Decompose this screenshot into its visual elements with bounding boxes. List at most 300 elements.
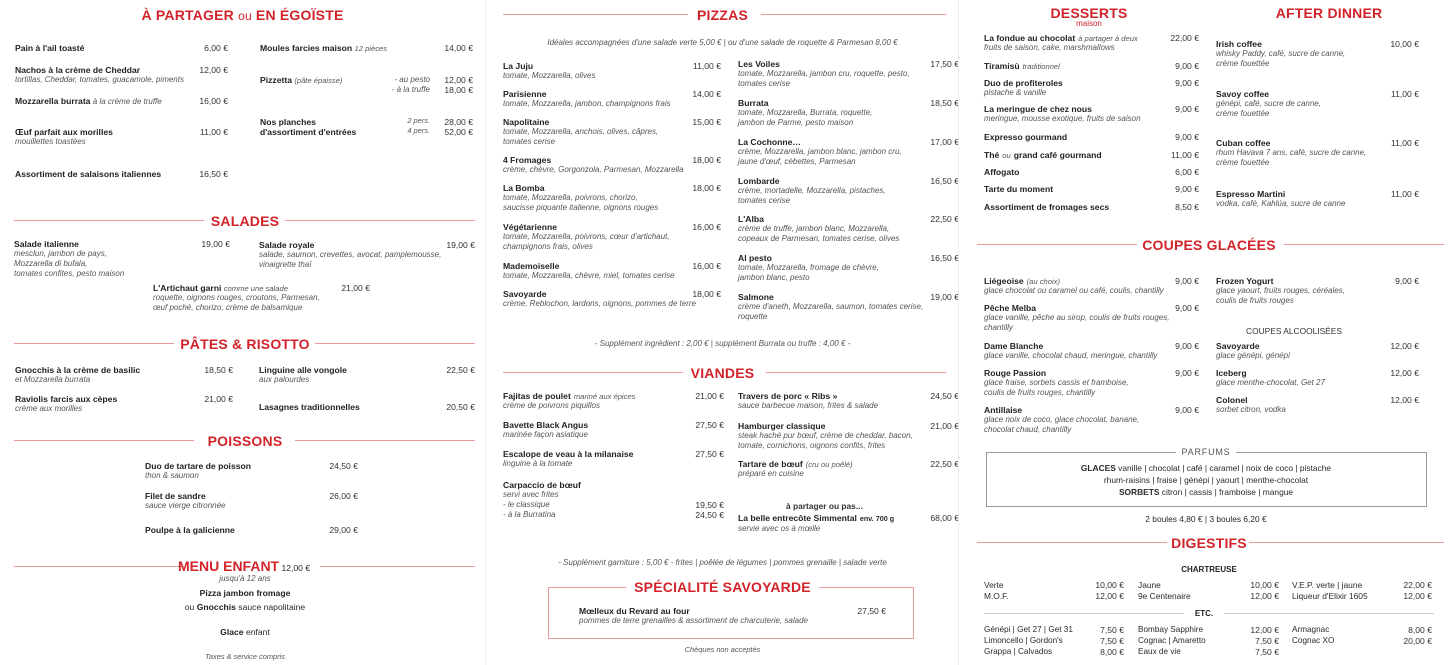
- menu-item: [1216, 368, 1325, 388]
- option: - à la truffe: [391, 85, 430, 94]
- item-name: Burrata: [738, 98, 769, 108]
- menu-item: Salade italienne mesclun, jambon de pays, Mozzarella di bufala, tomates confites, pesto maison: [14, 239, 125, 278]
- price: 18,00 €: [692, 183, 721, 193]
- item-desc: jambon de Parme, pesto maison: [738, 117, 854, 127]
- savoyarde-title: SPÉCIALITÉ SAVOYARDE: [486, 579, 959, 596]
- menu-item: [738, 214, 899, 244]
- price: 9,00 €: [1175, 368, 1199, 378]
- price: 12,00 €: [1403, 591, 1432, 601]
- price: 22,50 €: [930, 214, 959, 224]
- item-name-line: [984, 104, 1141, 114]
- price: 21,00 €: [695, 391, 724, 401]
- item-name-line: [984, 132, 1067, 142]
- price: 26,00 €: [329, 491, 358, 501]
- item-name: Savoy coffee: [1216, 89, 1270, 99]
- item-name: La fondue au chocolat: [984, 33, 1076, 43]
- price: 18,00 €: [692, 155, 721, 165]
- price: 6,00 €: [1175, 167, 1199, 177]
- digestif-name: Eaux de vie: [1138, 647, 1181, 656]
- item-desc: chantilly: [984, 322, 1013, 332]
- item-desc: roquette: [738, 311, 768, 321]
- menu-item: Duo de tartare de poisson thon & saumon: [145, 461, 252, 481]
- menu-item: [738, 459, 853, 479]
- item-name: Mademoiselle: [503, 261, 560, 271]
- price: 52,00 €: [444, 127, 473, 137]
- price: 18,50 €: [204, 365, 233, 375]
- option: - au pesto: [394, 75, 430, 84]
- item-name: Les Voiles: [738, 59, 780, 69]
- item-name: La Bomba: [503, 183, 545, 193]
- pizzas-title: PIZZAS: [697, 7, 748, 23]
- item-desc: rhum Havava 7 ans, café, sucre de canne,: [1216, 148, 1367, 158]
- item-desc: préparé en cuisine: [738, 469, 804, 479]
- parfums-glaces2: rhum-raisins | fraise | génépi | yaourt | menthe-chocolat: [1103, 475, 1309, 485]
- menu-item: [1216, 138, 1366, 168]
- enfant-line3: Glace enfant: [220, 627, 270, 637]
- item-name: Expresso gourmand: [984, 132, 1068, 142]
- item-name-line: [1216, 39, 1345, 49]
- menu-item: [738, 137, 902, 167]
- price: 7,50 €: [1100, 636, 1124, 646]
- item-desc: servie avec os à mœlle: [738, 523, 821, 533]
- menu-item: [503, 391, 635, 411]
- price: 9,00 €: [1175, 132, 1199, 142]
- price: 17,50 €: [930, 59, 959, 69]
- menu-item: [984, 132, 1067, 142]
- menu-item: [1216, 89, 1321, 119]
- price: 18,50 €: [930, 98, 959, 108]
- menu-item: [984, 405, 1139, 435]
- item-desc: coulis de fruits rouges, chantilly: [984, 387, 1096, 397]
- price: 19,00 €: [930, 292, 959, 302]
- menu-item: [503, 61, 595, 81]
- partager-note: à partager ou pas...: [786, 501, 863, 511]
- item-desc: tomate, cornichons, oignons confits, frites: [738, 440, 886, 450]
- item-desc: tomate, Mozzarella, olives: [503, 71, 596, 81]
- item-desc: servi avec frites: [503, 490, 559, 500]
- price: 7,50 €: [1100, 625, 1124, 635]
- menu-item: Moules farcies maison 12 pièces: [260, 43, 388, 53]
- menu-item: [503, 449, 633, 469]
- price: 11,00 €: [1170, 150, 1199, 160]
- pizzas-supplement: - Supplément ingrédient : 2,00 € | supplément Burrata ou truffe : 4,00 € -: [594, 339, 851, 348]
- item-desc: tomate, Mozzarella, poivrons, chorizo,: [503, 193, 638, 203]
- price: 6,00 €: [204, 43, 228, 53]
- price: 11,00 €: [1390, 189, 1419, 199]
- item-desc: - le classique: [503, 499, 550, 509]
- item-name: Liégeoise: [984, 276, 1024, 286]
- item-name: Napolitaine: [503, 117, 550, 127]
- menu-item: [1216, 189, 1345, 209]
- item-name-line: [984, 78, 1063, 88]
- item-name: Duo de profiteroles: [984, 78, 1063, 88]
- item-name: Espresso Martini: [1216, 189, 1286, 199]
- menu-item: Pain à l'ail toasté: [15, 43, 85, 53]
- price: 12,00 €: [1095, 591, 1124, 601]
- price: 21,00 €: [204, 394, 233, 404]
- price: 12,00 €: [1390, 341, 1419, 351]
- item-name-line: [1216, 276, 1345, 286]
- item-desc: marinée façon asiatique: [503, 430, 588, 440]
- item-desc: glace génépi, génépi: [1216, 351, 1290, 361]
- item-name: Fajitas de poulet: [503, 391, 571, 401]
- item-name: Tiramisù: [984, 61, 1020, 71]
- column-desserts: [958, 0, 1450, 665]
- item-desc: whisky Paddy, café, sucre de canne,: [1216, 49, 1346, 59]
- price: 16,50 €: [930, 176, 959, 186]
- divider: [14, 566, 184, 567]
- price: 9,00 €: [1175, 184, 1199, 194]
- item-desc: jambon blanc, pesto: [738, 272, 810, 282]
- menu-item: Filet de sandre sauce vierge citronnée: [145, 491, 226, 511]
- price: 14,00 €: [444, 43, 473, 53]
- menu-item: [1216, 395, 1286, 415]
- item-name-line: [503, 391, 635, 401]
- price: 12,00 €: [1390, 368, 1419, 378]
- menu-item: [738, 176, 886, 206]
- column-pizzas-viandes: [485, 0, 958, 665]
- price: 24,50 €: [695, 510, 724, 520]
- digestif-name: 9e Centenaire: [1138, 591, 1191, 601]
- item-name-line: [738, 421, 913, 431]
- coupes-alcool-title: COUPES ALCOOLISÉES: [1246, 326, 1342, 336]
- item-weight: env. 700 g: [859, 514, 895, 523]
- item-name: Escalope de veau à la milanaise: [503, 449, 634, 459]
- item-note: à partager à deux: [1078, 34, 1138, 43]
- menu-item: [738, 98, 872, 128]
- item-desc: crème de poivrons piquillos: [503, 401, 600, 411]
- item-desc: crème, mortadelle, Mozzarella, pistaches,: [738, 186, 886, 196]
- item-desc: tomate, Mozzarella, fromage de chèvre,: [738, 263, 879, 273]
- item-name-line: [1216, 341, 1290, 351]
- price: 17,00 €: [930, 137, 959, 147]
- menu-item: [1216, 276, 1345, 306]
- item-name-line: [738, 137, 902, 147]
- price: 21,00 €: [341, 283, 370, 293]
- menu-item: [503, 420, 588, 440]
- item-desc: meringue, mousse exotique, fruits de saison: [984, 114, 1141, 124]
- item-desc: tomate, Mozzarella, chèvre, miel, tomates cerise: [503, 271, 675, 281]
- boules-price: 2 boules 4,80 € | 3 boules 6,20 €: [1145, 514, 1267, 524]
- item-desc: - à la Burratina: [503, 509, 556, 519]
- item-name: grand café gourmand: [1013, 150, 1102, 160]
- item-desc: glace fraise, sorbets cassis et framboise,: [984, 378, 1129, 388]
- enfant-age: jusqu'à 12 ans: [219, 574, 271, 583]
- item-name-line: [738, 59, 910, 69]
- item-name-line: [503, 420, 588, 430]
- digestif-name: Liqueur d'Elixir 1605: [1292, 591, 1368, 601]
- price: 14,00 €: [692, 89, 721, 99]
- item-name: La belle entrecôte Simmental: [738, 513, 857, 523]
- item-name: Savoyarde: [503, 289, 547, 299]
- price: 68,00 €: [930, 513, 959, 523]
- pates-title: PÂTES & RISOTTO: [180, 336, 310, 352]
- item-name-line: [984, 167, 1019, 177]
- item-note: ou: [1002, 151, 1011, 160]
- price: 12,00 €: [1250, 591, 1279, 601]
- enfant-line2: ou Gnocchis sauce napolitaine: [184, 602, 306, 612]
- menu-item: Mœlleux du Revard au four pommes de terre grenailles & assortiment de charcuterie, salade: [579, 606, 808, 626]
- item-name-line: [984, 33, 1138, 43]
- digestif-name: M.O.F.: [984, 591, 1009, 601]
- etc-title: ETC.: [1194, 609, 1214, 618]
- menu-item: [984, 202, 1109, 212]
- menu-item: Nachos à la crème de Cheddar tortillas, Cheddar, tomates, guacamole, piments: [15, 65, 184, 85]
- option: 2 pers.: [407, 116, 430, 125]
- price: 18,00 €: [444, 85, 473, 95]
- item-desc: crème, Mozzarella, jambon blanc, jambon cru,: [738, 147, 902, 157]
- item-name: Hamburger classique: [738, 421, 826, 431]
- price: 9,00 €: [1175, 341, 1199, 351]
- digestif-name: Armagnac: [1292, 625, 1330, 634]
- item-name: Tarte du moment: [984, 184, 1054, 194]
- item-name: La Cochonne…: [738, 137, 802, 147]
- item-name-line: [984, 368, 1129, 378]
- item-note: (cru ou poêlé): [805, 460, 853, 469]
- item-note: (au choix): [1026, 277, 1060, 286]
- digestif-name: Cognac | Amaretto: [1138, 636, 1206, 645]
- menu-item: L'Artichaut garni comme une salade roquette, oignons rouges, croutons, Parmesan, œuf poché, chorizo, crème de balsamique: [153, 283, 320, 312]
- menu-item: Œuf parfait aux morilles mouillettes toastées: [15, 127, 113, 147]
- price: 10,00 €: [1390, 39, 1419, 49]
- menu-item: Mozzarella burrata à la crème de truffe: [15, 96, 162, 106]
- price: 19,00 €: [201, 239, 230, 249]
- menu-item: [984, 150, 1102, 160]
- item-name: L'Alba: [738, 214, 764, 224]
- parfums-glaces: GLACES vanille | chocolat | café | caramel | noix de coco | pistache: [1080, 463, 1332, 473]
- menu-item: [738, 513, 894, 533]
- item-desc: crème d'aneth, Mozzarella, saumon, tomates cerise,: [738, 302, 924, 312]
- menu-item: [984, 368, 1129, 398]
- item-name: Travers de porc « Ribs »: [738, 391, 838, 401]
- digestif-name: Cognac XO: [1292, 636, 1335, 645]
- cheques-note: Chèques non acceptés: [684, 645, 761, 654]
- menu-item: Pizzetta (pâte épaisse): [260, 75, 343, 85]
- menu-item: [738, 391, 878, 411]
- item-name-line: [984, 405, 1139, 415]
- price: 9,00 €: [1175, 61, 1199, 71]
- item-desc: tomate, Mozzarella, jambon cru, roquette, pesto,: [738, 69, 910, 79]
- menu-item: Salade royale salade, saumon, crevettes, avocat, pamplemousse, vinaigrette thaï: [259, 240, 442, 269]
- price: 20,00 €: [1403, 636, 1432, 646]
- item-desc: tomates cerise: [738, 78, 791, 88]
- item-name-line: [503, 480, 581, 490]
- price: 22,00 €: [1170, 33, 1199, 43]
- item-name: Al pesto: [738, 253, 772, 263]
- price: 24,50 €: [930, 391, 959, 401]
- digestif-name: Grappa | Calvados: [984, 647, 1053, 656]
- item-name-line: [1216, 395, 1286, 405]
- item-desc: vodka, café, Kahlúa, sucre de canne: [1216, 199, 1346, 209]
- item-name: La Juju: [503, 61, 534, 71]
- item-desc: glace yaourt, fruits rouges, céréales,: [1216, 286, 1345, 296]
- desserts-title: DESSERTS: [1050, 5, 1128, 21]
- item-name-line: [738, 391, 878, 401]
- item-desc: fruits de saison, cake, marshmallows: [984, 43, 1115, 53]
- menu-item: Assortiment de salaisons italiennes: [15, 169, 162, 179]
- price: 22,50 €: [446, 365, 475, 375]
- item-name: Frozen Yogurt: [1216, 276, 1274, 286]
- item-name-line: [503, 449, 633, 459]
- item-desc: crème fouettée: [1216, 157, 1270, 167]
- menu-item: [738, 59, 910, 89]
- item-name-line: [738, 98, 872, 108]
- digestif-name: Bombay Sapphire: [1138, 625, 1204, 634]
- menu-item: [503, 89, 671, 109]
- item-desc: glace menthe-chocolat, Get 27: [1216, 378, 1325, 388]
- price: 9,00 €: [1175, 405, 1199, 415]
- price: 21,00 €: [930, 421, 959, 431]
- item-name: Rouge Passion: [984, 368, 1047, 378]
- price: 9,00 €: [1175, 104, 1199, 114]
- price: 9,00 €: [1175, 276, 1199, 286]
- price: 27,50 €: [857, 606, 886, 616]
- price: 11,00 €: [692, 61, 721, 71]
- digestif-name: Limoncello | Gordon's: [984, 636, 1063, 645]
- menu-item: [738, 253, 879, 283]
- price: 7,50 €: [1255, 647, 1279, 657]
- price: 9,00 €: [1175, 303, 1199, 313]
- afterdinner-title: AFTER DINNER: [1275, 5, 1383, 21]
- item-name: Cuban coffee: [1216, 138, 1271, 148]
- menu-item: [1216, 39, 1345, 69]
- coupes-title: COUPES GLACÉES: [1142, 237, 1276, 253]
- parfums-title: PARFUMS: [959, 447, 1450, 458]
- item-name: Dame Blanche: [984, 341, 1044, 351]
- item-name-line: [984, 61, 1060, 71]
- item-desc: tomates cerise: [503, 136, 556, 146]
- item-name-line: [503, 261, 675, 271]
- divider: [320, 566, 475, 567]
- item-desc: glace vanille, chocolat chaud, meringue, chantilly: [984, 351, 1158, 361]
- item-name-line: [503, 183, 658, 193]
- menu-item: [984, 61, 1060, 71]
- item-name-line: [503, 61, 595, 71]
- item-desc: tomate, Mozzarella, poivrons, cœur d'artichaut,: [503, 232, 670, 242]
- price: 16,00 €: [199, 96, 228, 106]
- menu-item: Nos planches d'assortiment d'entrées: [260, 117, 357, 138]
- price: 15,00 €: [692, 117, 721, 127]
- item-name-line: [738, 214, 899, 224]
- price: 9,00 €: [1395, 276, 1419, 286]
- item-name: Antillaise: [984, 405, 1023, 415]
- price: 16,00 €: [692, 222, 721, 232]
- item-name: Colonel: [1216, 395, 1248, 405]
- item-name: Salmone: [738, 292, 774, 302]
- taxes-note: Taxes & service compris: [205, 652, 285, 661]
- item-desc: sauce barbecue maison, frites & salade: [738, 401, 879, 411]
- item-name-line: [1216, 368, 1325, 378]
- item-desc: crème fouettée: [1216, 108, 1270, 118]
- item-name-line: [503, 222, 669, 232]
- enfant-line1: Pizza jambon fromage: [199, 588, 291, 598]
- price: 12,00 €: [1390, 395, 1419, 405]
- item-desc: tomate, Mozzarella, anchois, olives, câpres,: [503, 127, 659, 137]
- salades-title: SALADES: [210, 213, 280, 229]
- item-name-line: [984, 202, 1109, 212]
- menu-item: [984, 33, 1138, 53]
- menu-item: Raviolis farcis aux cèpes crème aux morilles: [15, 394, 118, 414]
- option: 4 pers.: [407, 126, 430, 135]
- item-name: Tartare de bœuf: [738, 459, 803, 469]
- menu-item: Lasagnes traditionnelles: [259, 402, 360, 412]
- item-name: 4 Fromages: [503, 155, 552, 165]
- item-name-line: [503, 117, 658, 127]
- column-starters: [0, 0, 485, 665]
- item-desc: linguine à la tomate: [503, 459, 573, 469]
- price: 12,00 €: [199, 65, 228, 75]
- item-desc: coulis de fruits rouges: [1216, 295, 1294, 305]
- item-desc: jaune d'œuf, cèbettes, Parmesan: [738, 156, 856, 166]
- item-name: Pêche Melba: [984, 303, 1037, 313]
- price: 22,00 €: [1403, 580, 1432, 590]
- price: 18,00 €: [692, 289, 721, 299]
- price: 29,00 €: [329, 525, 358, 535]
- menu-item: [1216, 341, 1290, 361]
- item-name: La meringue de chez nous: [984, 104, 1092, 114]
- item-name: Irish coffee: [1216, 39, 1262, 49]
- item-desc: glace noix de coco, glace chocolat, banane,: [984, 415, 1140, 425]
- price: 10,00 €: [1095, 580, 1124, 590]
- desserts-subtitle: maison: [1076, 19, 1102, 28]
- item-name-line: [1216, 89, 1321, 99]
- item-name: Savoyarde: [1216, 341, 1260, 351]
- price: 11,00 €: [1390, 89, 1419, 99]
- price: 16,50 €: [199, 169, 228, 179]
- item-note: traditionnel: [1022, 62, 1060, 71]
- menu-item: [503, 261, 675, 281]
- digestif-name: V.E.P. verte | jaune: [1292, 580, 1363, 590]
- item-name-line: [1216, 138, 1366, 148]
- price: 7,50 €: [1255, 636, 1279, 646]
- menu-item: [503, 183, 658, 213]
- viandes-title: VIANDES: [690, 365, 755, 381]
- enfant-title: MENU ENFANT 12,00 €: [178, 558, 311, 574]
- item-name-line: [984, 150, 1102, 160]
- item-desc: tomates cerise: [738, 195, 791, 205]
- poissons-title: POISSONS: [207, 433, 283, 449]
- item-desc: crème fouettée: [1216, 58, 1270, 68]
- menu-item: Poulpe à la galicienne: [145, 525, 235, 535]
- digestif-name: Jaune: [1138, 580, 1161, 590]
- item-desc: chocolat chaud, chantilly: [984, 424, 1072, 434]
- menu-item: [503, 222, 669, 252]
- price: 11,00 €: [199, 127, 228, 137]
- price: 10,00 €: [1250, 580, 1279, 590]
- item-name: Bavette Black Angus: [503, 420, 589, 430]
- item-note: mariné aux épices: [573, 392, 636, 401]
- item-name: Assortiment de fromages secs: [984, 202, 1110, 212]
- price: 12,00 €: [1250, 625, 1279, 635]
- price: 11,00 €: [1390, 138, 1419, 148]
- menu-item: [503, 117, 658, 147]
- price: 24,50 €: [329, 461, 358, 471]
- price: 8,00 €: [1100, 647, 1124, 657]
- item-name: Thé: [984, 150, 1000, 160]
- menu-item: [984, 184, 1053, 194]
- item-name: Lombarde: [738, 176, 780, 186]
- item-name: Végétarienne: [503, 222, 557, 232]
- price: 27,50 €: [695, 449, 724, 459]
- price: 22,50 €: [930, 459, 959, 469]
- price: 20,50 €: [446, 402, 475, 412]
- item-desc: champignons frais, olives: [503, 241, 593, 251]
- item-name-line: [503, 89, 671, 99]
- item-desc: génépi, café, sucre de canne,: [1216, 99, 1321, 109]
- price: 12,00 €: [444, 75, 473, 85]
- item-desc: glace vanille, pêche au sirop, coulis de fruits rouges,: [984, 313, 1170, 323]
- item-name-line: [738, 513, 894, 524]
